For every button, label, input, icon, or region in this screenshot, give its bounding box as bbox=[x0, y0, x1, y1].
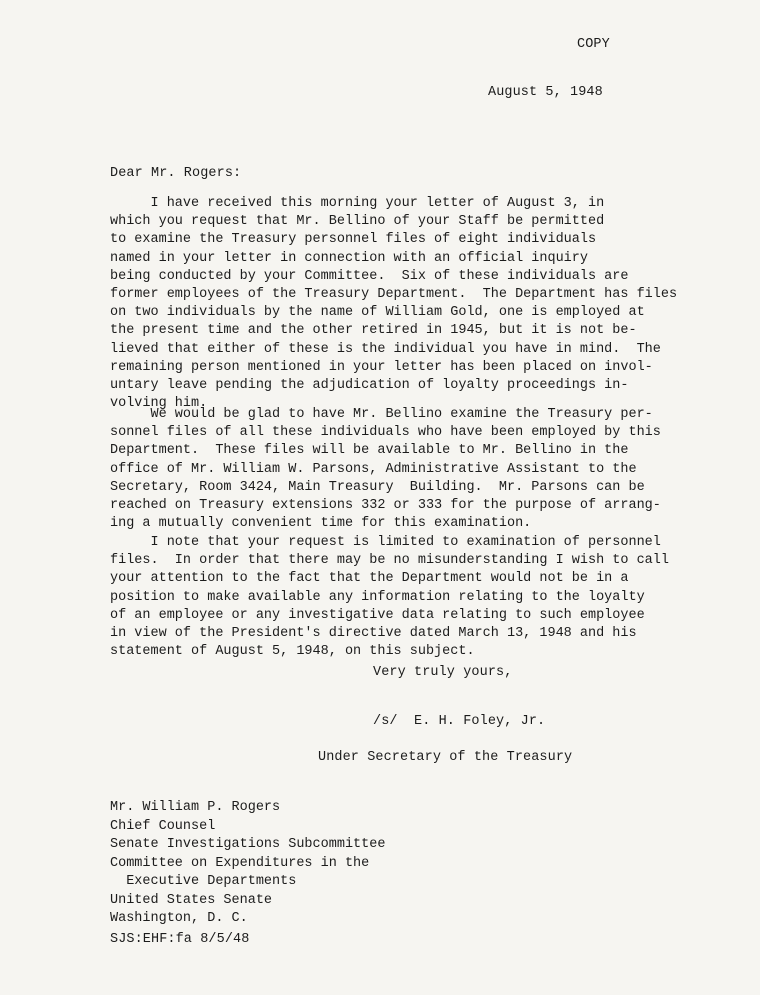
paragraph-line: which you request that Mr. Bellino of your Staff be permitted bbox=[110, 214, 605, 230]
body-paragraph-2 bbox=[110, 406, 670, 533]
paragraph-line: former employees of the Treasury Department. The Department has files bbox=[110, 287, 678, 303]
address-line: Committee on Expenditures in the bbox=[110, 855, 370, 871]
paragraph-line: office of Mr. William W. Parsons, Administrative Assistant to the bbox=[110, 461, 637, 477]
address-line: Washington, D. C. bbox=[110, 911, 248, 926]
reference-initials: SJS:EHF:fa 8/5/48 bbox=[110, 932, 250, 947]
paragraph-line: of an employee or any investigative data relating to such employee bbox=[110, 607, 645, 623]
body-paragraph-3 bbox=[110, 534, 670, 661]
address-line: Chief Counsel bbox=[110, 818, 216, 834]
paragraph-line: I have received this morning your letter of August 3, in bbox=[110, 196, 605, 211]
paragraph-line: volving him. bbox=[110, 396, 208, 412]
copy-mark: COPY bbox=[577, 37, 610, 52]
paragraph-line: untary leave pending the adjudication of loyalty proceedings in- bbox=[110, 378, 629, 394]
paragraph-line: I note that your request is limited to examination of personnel bbox=[110, 535, 661, 550]
paragraph-line: position to make available any information relating to the loyalty bbox=[110, 589, 645, 605]
signer-title: Under Secretary of the Treasury bbox=[318, 750, 573, 765]
complimentary-close: Very truly yours, bbox=[373, 665, 513, 680]
paragraph-line: Secretary, Room 3424, Main Treasury Building. Mr. Parsons can be bbox=[110, 479, 645, 495]
address-line: Senate Investigations Subcommittee bbox=[110, 837, 386, 852]
recipient-address bbox=[110, 799, 385, 929]
paragraph-line: statement of August 5, 1948, on this subject. bbox=[110, 644, 475, 660]
paragraph-line: lieved that either of these is the individual you have in mind. The bbox=[110, 341, 661, 357]
signature: /s/ E. H. Foley, Jr. bbox=[373, 714, 546, 729]
salutation: Dear Mr. Rogers: bbox=[110, 166, 242, 181]
paragraph-line: to examine the Treasury personnel files of eight individuals bbox=[110, 232, 597, 248]
paragraph-line: named in your letter in connection with an official inquiry bbox=[110, 250, 588, 266]
paragraph-line: the present time and the other retired in 1945, but it is not be- bbox=[110, 323, 637, 339]
paragraph-line: sonnel files of all these individuals who have been employed by this bbox=[110, 425, 661, 441]
address-line: Executive Departments bbox=[110, 874, 297, 889]
paragraph-line: files. In order that there may be no misunderstanding I wish to call bbox=[110, 553, 669, 569]
letter-date: August 5, 1948 bbox=[488, 85, 603, 100]
address-line: Mr. William P. Rogers bbox=[110, 800, 281, 815]
paragraph-line: Department. These files will be available to Mr. Bellino in the bbox=[110, 443, 629, 459]
address-line: United States Senate bbox=[110, 892, 273, 908]
paragraph-line: We would be glad to have Mr. Bellino examine the Treasury per- bbox=[110, 407, 653, 422]
paragraph-line: reached on Treasury extensions 332 or 333 for the purpose of arrang- bbox=[110, 498, 661, 514]
paragraph-line: being conducted by your Committee. Six of these individuals are bbox=[110, 268, 629, 284]
paragraph-line: your attention to the fact that the Department would not be in a bbox=[110, 571, 629, 587]
paragraph-line: in view of the President's directive dated March 13, 1948 and his bbox=[110, 626, 637, 642]
body-paragraph-1 bbox=[110, 195, 678, 413]
paragraph-line: remaining person mentioned in your letter has been placed on invol- bbox=[110, 359, 653, 375]
paragraph-line: ing a mutually convenient time for this examination. bbox=[110, 516, 532, 532]
paragraph-line: on two individuals by the name of William Gold, one is employed at bbox=[110, 305, 645, 321]
